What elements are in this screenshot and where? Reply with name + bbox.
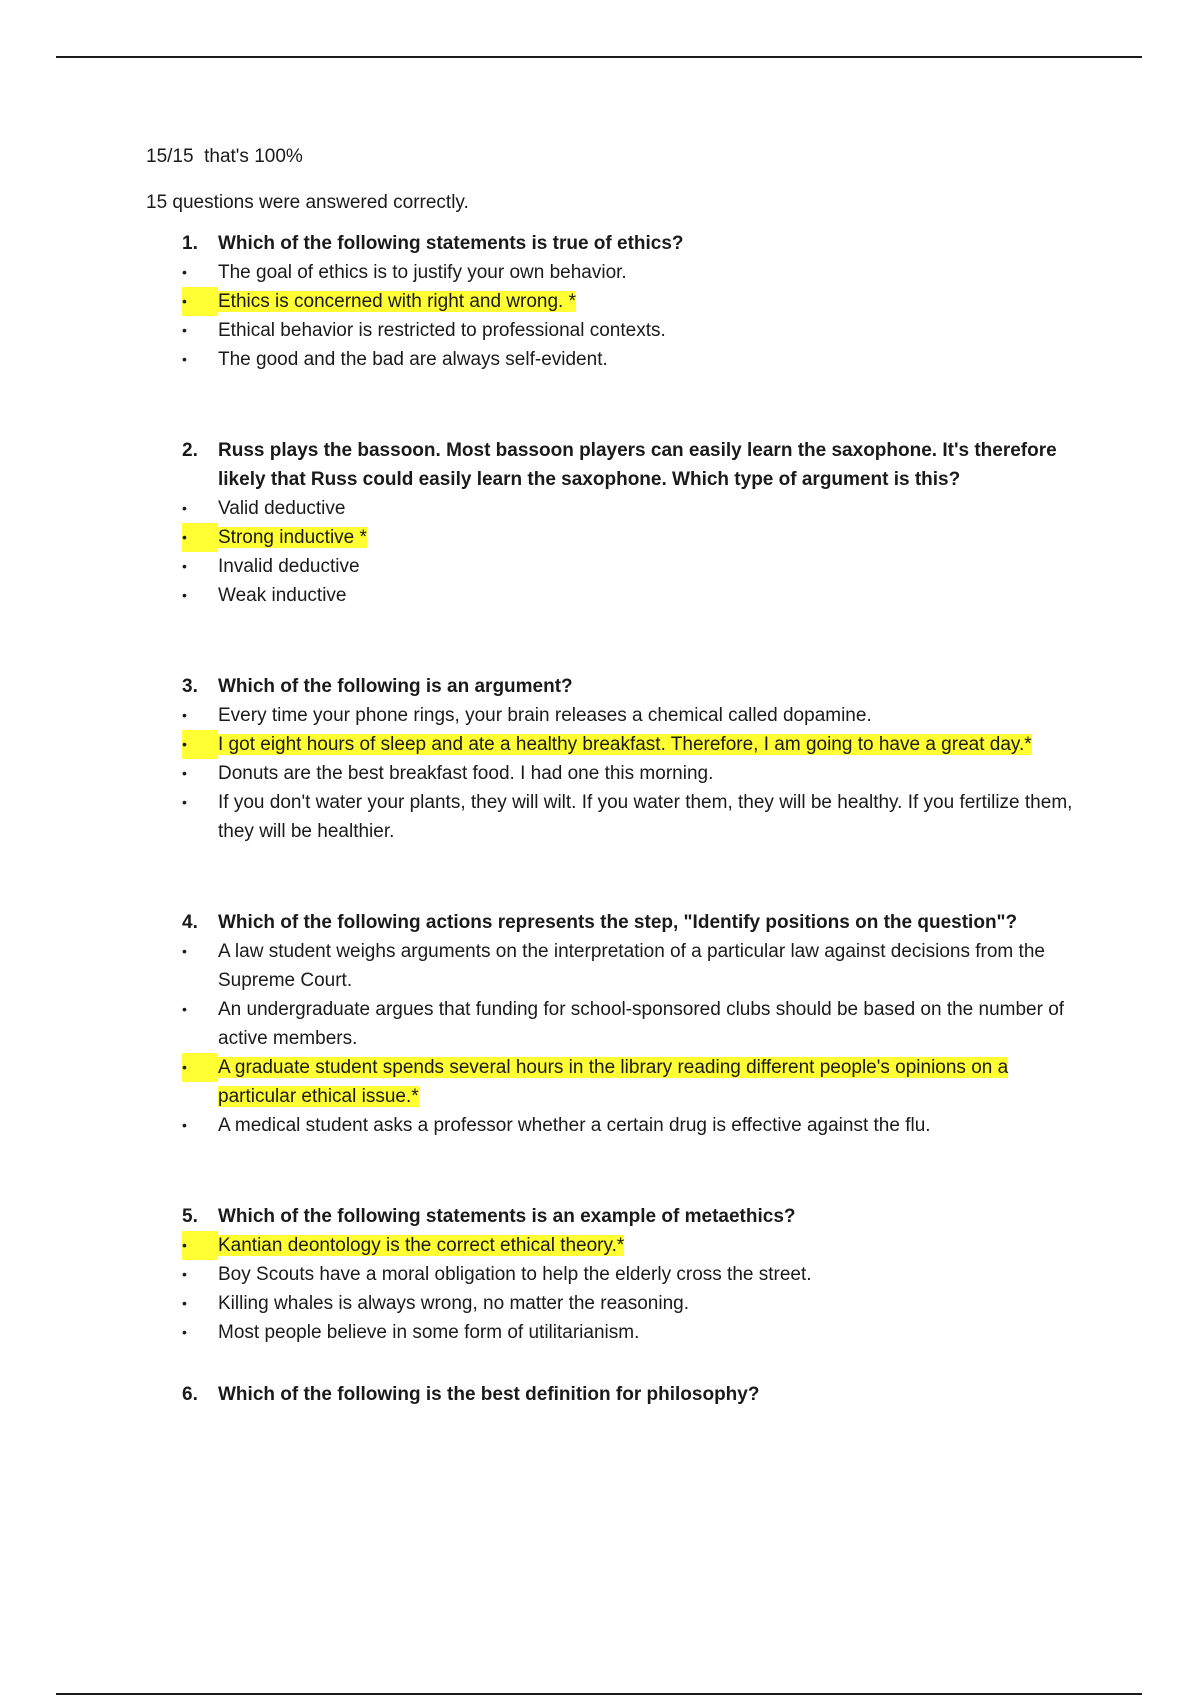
correct-answer-option [146, 523, 1086, 552]
bullet-icon: • [182, 1324, 187, 1340]
bullet-icon [182, 1231, 218, 1260]
answer-option [146, 701, 1086, 730]
question-spacer [146, 1140, 1086, 1202]
question-1 [146, 229, 1086, 374]
answer-options [146, 494, 1086, 610]
bullet-icon [182, 287, 218, 316]
option-text [218, 730, 1086, 759]
answer-option [146, 316, 1086, 345]
highlighted-answer-text: A graduate student spends several hours in the library reading different people's opinions on a particular ethical issue.* [218, 1057, 1009, 1107]
correct-answer-option [146, 1053, 1086, 1111]
option-text: The good and the bad are always self-evident. [218, 349, 608, 370]
question-heading [146, 229, 1086, 258]
option-text [218, 1231, 1086, 1260]
answer-option [146, 494, 1086, 523]
bullet-icon: • [182, 1266, 187, 1282]
question-spacer [146, 610, 1086, 672]
option-text [218, 287, 1086, 316]
answer-option [146, 1260, 1086, 1289]
option-text: Ethical behavior is restricted to professional contexts. [218, 320, 666, 341]
bullet-icon: • [182, 1117, 187, 1133]
question-text: Which of the following is an argument? [218, 676, 573, 697]
question-heading [146, 908, 1086, 937]
question-heading [146, 1202, 1086, 1231]
question-number: 5. [182, 1206, 198, 1227]
option-text: Donuts are the best breakfast food. I had one this morning. [218, 763, 714, 784]
bullet-icon: • [182, 500, 187, 516]
option-text: A law student weighs arguments on the interpretation of a particular law against decisions from the Supreme Court. [218, 941, 1045, 991]
answer-options [146, 1231, 1086, 1347]
bullet-icon: • [182, 558, 187, 574]
highlighted-answer-text: Strong inductive * [218, 527, 367, 548]
highlighted-answer-text: Kantian deontology is the correct ethical theory.* [218, 1235, 625, 1256]
question-text: Russ plays the bassoon. Most bassoon players can easily learn the saxophone. It's therefore likely that Russ could easily learn the saxophone. Which type of argument is this? [218, 440, 1057, 490]
answer-options [146, 937, 1086, 1140]
question-heading [146, 436, 1086, 494]
option-text [218, 523, 1086, 552]
summary-line: 15 questions were answered correctly. [146, 192, 469, 213]
option-text: Boy Scouts have a moral obligation to help the elderly cross the street. [218, 1264, 812, 1285]
highlighted-answer-text: Ethics is concerned with right and wrong. * [218, 291, 577, 312]
bullet-icon [182, 730, 218, 759]
question-5 [146, 1202, 1086, 1347]
answer-option [146, 1289, 1086, 1318]
correct-answer-option [146, 730, 1086, 759]
option-text: Most people believe in some form of utilitarianism. [218, 1322, 640, 1343]
answer-option [146, 581, 1086, 610]
question-text: Which of the following statements is an example of metaethics? [218, 1206, 796, 1227]
question-heading [146, 672, 1086, 701]
option-text: If you don't water your plants, they will wilt. If you water them, they will be healthy. If you fertilize them, they will be healthier. [218, 792, 1073, 842]
bullet-icon: • [182, 1001, 187, 1017]
bullet-icon: • [182, 707, 187, 723]
bottom-rule [56, 1693, 1142, 1695]
answer-option [146, 937, 1086, 995]
highlighted-bullet-icon: • [182, 730, 218, 759]
question-4 [146, 908, 1086, 1140]
bullet-icon: • [182, 322, 187, 338]
bullet-icon: • [182, 943, 187, 959]
answer-option [146, 995, 1086, 1053]
bullet-icon: • [182, 1295, 187, 1311]
question-spacer [146, 1347, 1086, 1380]
bullet-icon: • [182, 351, 187, 367]
answer-options [146, 701, 1086, 846]
answer-option [146, 1111, 1086, 1140]
question-text: Which of the following is the best definition for philosophy? [218, 1384, 760, 1405]
option-text: Every time your phone rings, your brain releases a chemical called dopamine. [218, 705, 872, 726]
highlighted-bullet-icon: • [182, 1053, 218, 1082]
question-list [146, 229, 1086, 1409]
question-number: 6. [182, 1384, 198, 1405]
option-text: Weak inductive [218, 585, 347, 606]
bullet-icon [182, 1053, 218, 1111]
quiz-results [146, 142, 1086, 1409]
question-2 [146, 436, 1086, 610]
score-line: 15/15 that's 100% [146, 146, 303, 167]
question-number: 1. [182, 233, 198, 254]
question-spacer [146, 846, 1086, 908]
answer-option [146, 759, 1086, 788]
top-rule [56, 56, 1142, 58]
question-spacer [146, 374, 1086, 436]
option-text: Invalid deductive [218, 556, 360, 577]
answer-option [146, 258, 1086, 287]
answer-option [146, 1318, 1086, 1347]
question-number: 3. [182, 676, 198, 697]
question-number: 2. [182, 440, 198, 461]
bullet-icon [182, 523, 218, 552]
option-text: A medical student asks a professor whether a certain drug is effective against the flu. [218, 1115, 931, 1136]
correct-answer-option [146, 287, 1086, 316]
answer-options [146, 258, 1086, 374]
question-number: 4. [182, 912, 198, 933]
option-text: Killing whales is always wrong, no matter the reasoning. [218, 1293, 690, 1314]
highlighted-bullet-icon: • [182, 287, 218, 316]
question-text: Which of the following statements is true of ethics? [218, 233, 684, 254]
option-text: An undergraduate argues that funding for school-sponsored clubs should be based on the number of active members. [218, 999, 1065, 1049]
highlighted-bullet-icon: • [182, 523, 218, 552]
answer-option [146, 552, 1086, 581]
highlighted-answer-text: I got eight hours of sleep and ate a healthy breakfast. Therefore, I am going to have a great day.* [218, 734, 1032, 755]
bullet-icon: • [182, 587, 187, 603]
bullet-icon: • [182, 765, 187, 781]
question-6 [146, 1380, 1086, 1409]
option-text: The goal of ethics is to justify your own behavior. [218, 262, 627, 283]
answer-option [146, 788, 1086, 846]
question-heading [146, 1380, 1086, 1409]
question-3 [146, 672, 1086, 846]
option-text: Valid deductive [218, 498, 346, 519]
correct-answer-option [146, 1231, 1086, 1260]
question-text: Which of the following actions represents the step, "Identify positions on the question"? [218, 912, 1018, 933]
answer-option [146, 345, 1086, 374]
bullet-icon: • [182, 794, 187, 810]
option-text [218, 1053, 1086, 1111]
highlighted-bullet-icon: • [182, 1231, 218, 1260]
bullet-icon: • [182, 264, 187, 280]
